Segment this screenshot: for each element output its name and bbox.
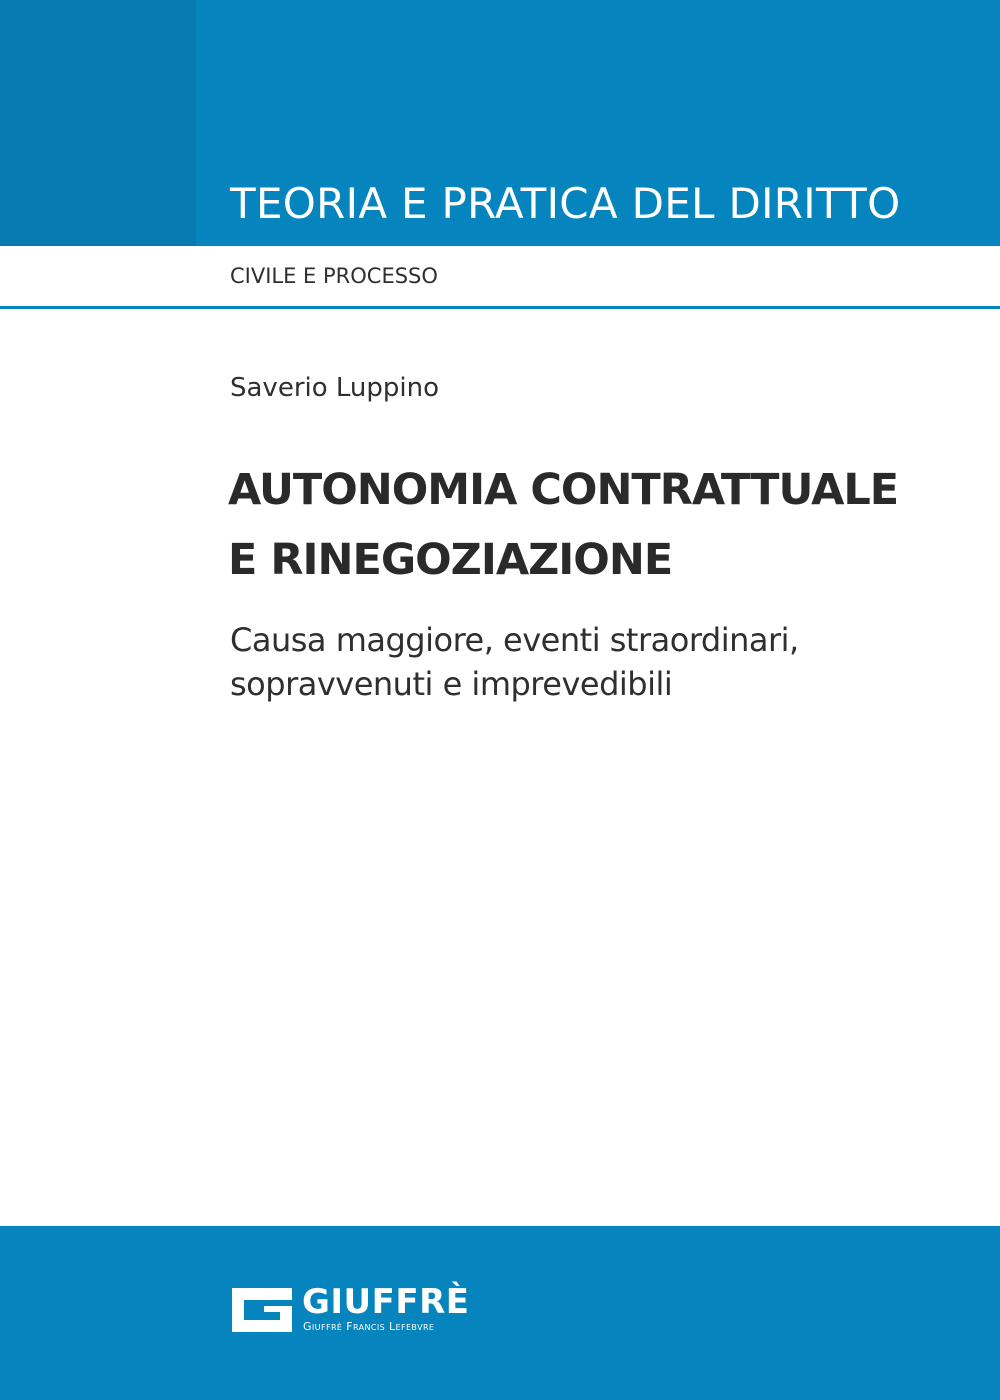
book-subtitle-line: sopravvenuti e imprevedibili [230,665,673,703]
book-subtitle [230,618,799,706]
publisher-tagline: Giuffrè Francis Lefebvre [303,1320,435,1333]
series-title: TEORIA E PRATICA DEL DIRITTO [230,179,901,228]
book-title-line: AUTONOMIA CONTRATTUALE [228,465,899,515]
book-title-line: E RINEGOZIAZIONE [228,535,673,585]
bottom-color-band [0,1226,1000,1400]
book-subtitle-line: Causa maggiore, eventi straordinari, [230,621,799,659]
subseries-label: CIVILE E PROCESSO [230,264,438,288]
top-band-left-panel [0,0,196,246]
giuffre-logo-icon [230,1286,294,1334]
author-name: Saverio Luppino [230,373,440,403]
book-title [228,455,898,595]
divider-rule [0,306,1000,309]
publisher-name: GIUFFRÈ [302,1282,470,1322]
